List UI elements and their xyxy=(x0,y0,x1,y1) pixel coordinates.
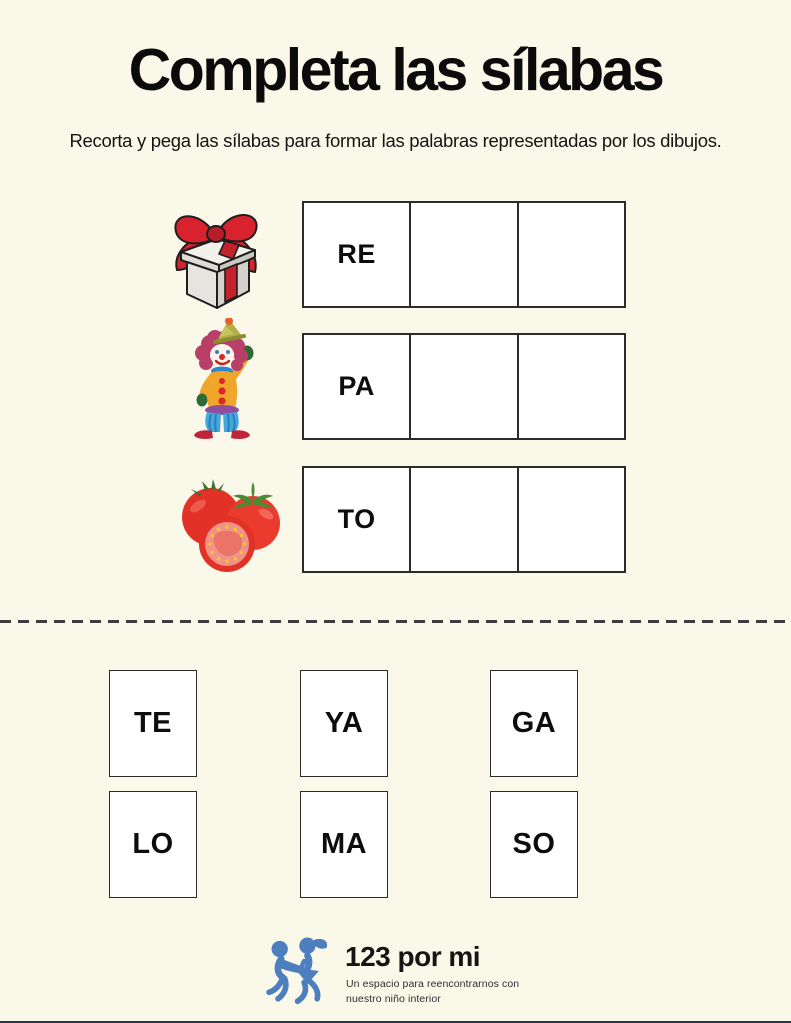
syllable-card-te[interactable] xyxy=(109,670,197,777)
syllable-card-label: SO xyxy=(512,828,556,860)
brand-tagline xyxy=(346,977,519,1007)
cut-line xyxy=(0,620,791,623)
gift-illustration xyxy=(163,196,269,312)
syllable-card-so[interactable] xyxy=(490,791,578,898)
children-dancing-icon xyxy=(265,936,327,1006)
answer-strip-clown xyxy=(302,333,626,440)
syllable-card-lo[interactable] xyxy=(109,791,197,898)
syllable-cell-given: RE xyxy=(304,203,411,306)
syllable-cell-empty[interactable] xyxy=(411,335,518,438)
syllable-cell-empty[interactable] xyxy=(411,203,518,306)
page-subtitle: Recorta y pega las sílabas para formar las palabras representadas por los dibujos. xyxy=(69,130,722,151)
syllable-cell-given: TO xyxy=(304,468,411,571)
syllable-cell-empty[interactable] xyxy=(411,468,518,571)
syllable-card-ma[interactable] xyxy=(300,791,388,898)
answer-strip-gift xyxy=(302,201,626,308)
brand-tagline-line1: Un espacio para reencontrarnos con xyxy=(346,978,520,990)
syllable-cell-empty[interactable] xyxy=(519,468,624,571)
syllable-cell-empty[interactable] xyxy=(519,335,624,438)
answer-strip-tomatoes xyxy=(302,466,626,573)
syllable-cell-empty[interactable] xyxy=(519,203,624,306)
tomatoes-illustration xyxy=(177,477,285,576)
brand-name: 123 por mi xyxy=(345,941,481,972)
syllable-card-label: MA xyxy=(320,828,368,860)
syllable-card-ya[interactable] xyxy=(300,670,388,777)
syllable-card-label: YA xyxy=(324,707,364,739)
gift-icon xyxy=(163,196,269,312)
brand-tagline-line2: nuestro niño interior xyxy=(346,993,441,1006)
syllable-card-label: TE xyxy=(133,707,173,739)
page-title: Completa las sílabas xyxy=(128,37,663,103)
clown-icon xyxy=(182,318,266,442)
syllable-card-label: GA xyxy=(511,707,557,739)
tomatoes-icon xyxy=(177,477,285,576)
clown-illustration xyxy=(182,318,266,442)
syllable-card-ga[interactable] xyxy=(490,670,578,777)
syllable-cell-given: PA xyxy=(304,335,411,438)
brand-logo-icon xyxy=(265,936,327,1006)
syllable-card-label: LO xyxy=(132,828,174,860)
